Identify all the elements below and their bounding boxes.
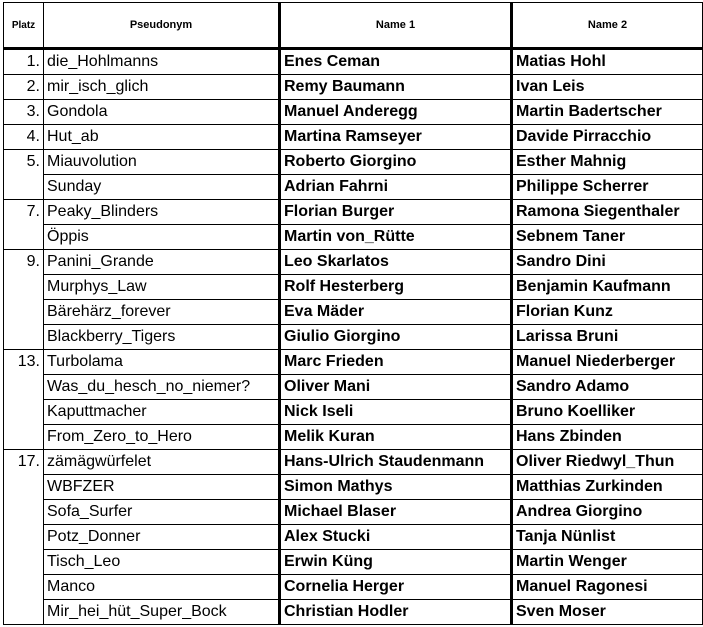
name1-cell: Martina Ramseyer (280, 125, 512, 150)
table-row (4, 425, 703, 450)
name2-cell: Sven Moser (512, 600, 703, 625)
table-row (4, 75, 703, 100)
platz-cell (4, 475, 44, 500)
header-row (4, 3, 703, 49)
table-row (4, 250, 703, 275)
pseudonym-cell: Turbolama (44, 350, 280, 375)
name2-cell: Tanja Nünlist (512, 525, 703, 550)
name1-cell: Hans-Ulrich Staudenmann (280, 450, 512, 475)
platz-cell (4, 525, 44, 550)
name2-cell: Sebnem Taner (512, 225, 703, 250)
header-name2: Name 2 (512, 3, 703, 49)
name2-cell: Matthias Zurkinden (512, 475, 703, 500)
platz-cell: 4. (4, 125, 44, 150)
name1-cell: Marc Frieden (280, 350, 512, 375)
name2-cell: Sandro Adamo (512, 375, 703, 400)
name2-cell: Larissa Bruni (512, 325, 703, 350)
pseudonym-cell: Peaky_Blinders (44, 200, 280, 225)
platz-cell: 3. (4, 100, 44, 125)
platz-cell (4, 225, 44, 250)
pseudonym-cell: From_Zero_to_Hero (44, 425, 280, 450)
name2-cell: Ramona Siegenthaler (512, 200, 703, 225)
name1-cell: Rolf Hesterberg (280, 275, 512, 300)
table-row (4, 200, 703, 225)
name1-cell: Roberto Giorgino (280, 150, 512, 175)
pseudonym-cell: Sunday (44, 175, 280, 200)
header-platz: Platz (4, 3, 44, 49)
platz-cell (4, 375, 44, 400)
pseudonym-cell: Manco (44, 575, 280, 600)
platz-cell: 1. (4, 49, 44, 75)
table-row (4, 525, 703, 550)
pseudonym-cell: Potz_Donner (44, 525, 280, 550)
name1-cell: Giulio Giorgino (280, 325, 512, 350)
table-body (4, 49, 703, 625)
table-row (4, 550, 703, 575)
table-row (4, 600, 703, 625)
pseudonym-cell: mir_isch_glich (44, 75, 280, 100)
name1-cell: Martin von_Rütte (280, 225, 512, 250)
name2-cell: Martin Badertscher (512, 100, 703, 125)
name2-cell: Oliver Riedwyl_Thun (512, 450, 703, 475)
ranking-table (3, 2, 703, 625)
name1-cell: Nick Iseli (280, 400, 512, 425)
name2-cell: Philippe Scherrer (512, 175, 703, 200)
name1-cell: Melik Kuran (280, 425, 512, 450)
name1-cell: Florian Burger (280, 200, 512, 225)
platz-cell (4, 600, 44, 625)
name1-cell: Adrian Fahrni (280, 175, 512, 200)
name2-cell: Matias Hohl (512, 49, 703, 75)
name2-cell: Andrea Giorgino (512, 500, 703, 525)
name2-cell: Manuel Niederberger (512, 350, 703, 375)
pseudonym-cell: Murphys_Law (44, 275, 280, 300)
name2-cell: Martin Wenger (512, 550, 703, 575)
platz-cell: 17. (4, 450, 44, 475)
pseudonym-cell: zämägwürfelet (44, 450, 280, 475)
platz-cell (4, 300, 44, 325)
name2-cell: Hans Zbinden (512, 425, 703, 450)
table-row (4, 225, 703, 250)
table-row (4, 150, 703, 175)
name2-cell: Sandro Dini (512, 250, 703, 275)
name2-cell: Bruno Koelliker (512, 400, 703, 425)
name1-cell: Leo Skarlatos (280, 250, 512, 275)
table-row (4, 325, 703, 350)
name1-cell: Remy Baumann (280, 75, 512, 100)
platz-cell (4, 550, 44, 575)
platz-cell: 2. (4, 75, 44, 100)
table-row (4, 400, 703, 425)
platz-cell: 9. (4, 250, 44, 275)
name1-cell: Cornelia Herger (280, 575, 512, 600)
pseudonym-cell: Hut_ab (44, 125, 280, 150)
name1-cell: Manuel Anderegg (280, 100, 512, 125)
name2-cell: Esther Mahnig (512, 150, 703, 175)
table-row (4, 500, 703, 525)
pseudonym-cell: Sofa_Surfer (44, 500, 280, 525)
pseudonym-cell: Öppis (44, 225, 280, 250)
name1-cell: Enes Ceman (280, 49, 512, 75)
platz-cell: 5. (4, 150, 44, 175)
table-row (4, 49, 703, 75)
platz-cell (4, 500, 44, 525)
table-row (4, 475, 703, 500)
table-row (4, 275, 703, 300)
pseudonym-cell: Miauvolution (44, 150, 280, 175)
pseudonym-cell: Blackberry_Tigers (44, 325, 280, 350)
name1-cell: Oliver Mani (280, 375, 512, 400)
platz-cell: 13. (4, 350, 44, 375)
pseudonym-cell: Mir_hei_hüt_Super_Bock (44, 600, 280, 625)
platz-cell: 7. (4, 200, 44, 225)
name1-cell: Christian Hodler (280, 600, 512, 625)
pseudonym-cell: Panini_Grande (44, 250, 280, 275)
platz-cell (4, 325, 44, 350)
table-row (4, 350, 703, 375)
pseudonym-cell: Tisch_Leo (44, 550, 280, 575)
name1-cell: Alex Stucki (280, 525, 512, 550)
platz-cell (4, 425, 44, 450)
name2-cell: Florian Kunz (512, 300, 703, 325)
name2-cell: Davide Pirracchio (512, 125, 703, 150)
pseudonym-cell: Bärehärz_forever (44, 300, 280, 325)
header-name1: Name 1 (280, 3, 512, 49)
name1-cell: Eva Mäder (280, 300, 512, 325)
pseudonym-cell: Kaputtmacher (44, 400, 280, 425)
table-row (4, 575, 703, 600)
name1-cell: Erwin Küng (280, 550, 512, 575)
name2-cell: Manuel Ragonesi (512, 575, 703, 600)
name1-cell: Simon Mathys (280, 475, 512, 500)
pseudonym-cell: die_Hohlmanns (44, 49, 280, 75)
platz-cell (4, 175, 44, 200)
table-row (4, 450, 703, 475)
pseudonym-cell: Gondola (44, 100, 280, 125)
pseudonym-cell: Was_du_hesch_no_niemer? (44, 375, 280, 400)
table-row (4, 300, 703, 325)
name2-cell: Ivan Leis (512, 75, 703, 100)
name1-cell: Michael Blaser (280, 500, 512, 525)
platz-cell (4, 400, 44, 425)
table-row (4, 125, 703, 150)
pseudonym-cell: WBFZER (44, 475, 280, 500)
name2-cell: Benjamin Kaufmann (512, 275, 703, 300)
table-row (4, 175, 703, 200)
table-row (4, 100, 703, 125)
table-header (4, 3, 703, 49)
table-row (4, 375, 703, 400)
platz-cell (4, 275, 44, 300)
platz-cell (4, 575, 44, 600)
header-pseudonym: Pseudonym (44, 3, 280, 49)
